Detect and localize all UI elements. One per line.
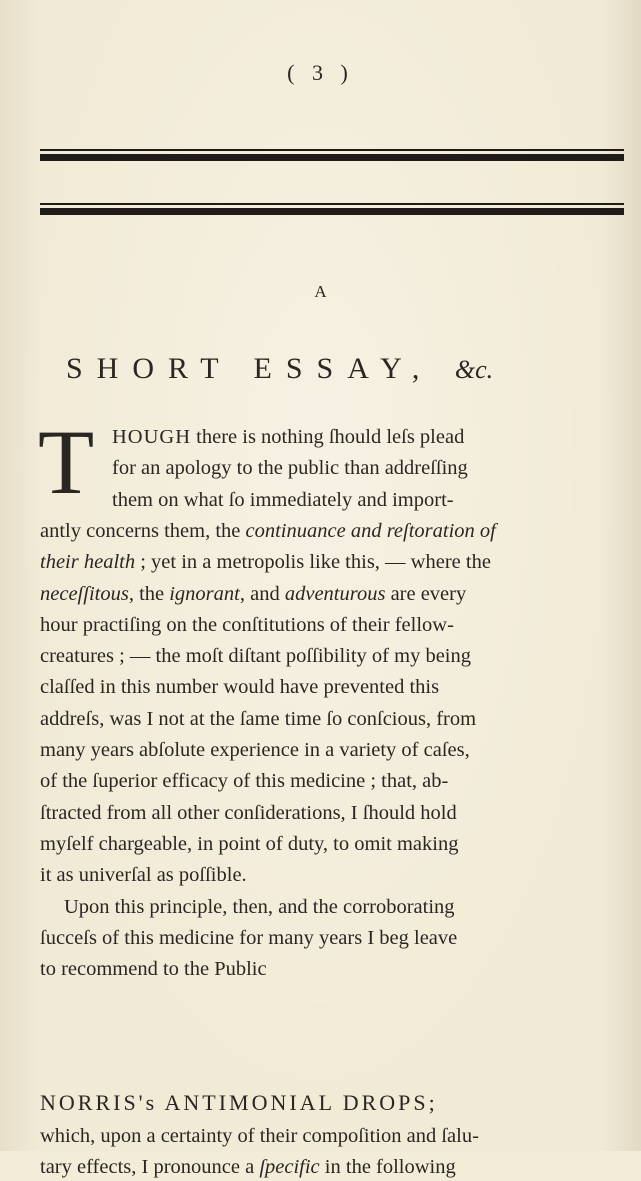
text-line [40, 1122, 626, 1150]
text-line [40, 830, 626, 858]
medicine-name: NORRIS's ANTIMONIAL DROPS; [40, 1090, 438, 1115]
text-line [40, 517, 626, 545]
italic-phrase: their health [40, 551, 136, 574]
text-segment: Upon this principle, then, and the corroborating [64, 895, 455, 918]
text-line [112, 454, 626, 482]
text-segment: there is nothing ſhould leſs plead [191, 426, 465, 448]
text-line [40, 1153, 626, 1181]
text-segment: ſtracted from all other conſiderations, I ſhould hold [40, 801, 457, 824]
text-segment: creatures ; — the moſt diſtant poſſibility of my being [40, 645, 471, 668]
text-segment: myſelf chargeable, in point of duty, to omit making [40, 832, 459, 855]
text-segment: hour practiſing on the conſtitutions of their fellow- [40, 613, 454, 636]
text-line [40, 611, 626, 639]
essay-title-text: SHORT ESSAY, [66, 352, 434, 385]
text-segment: many years abſolute experience in a variety of caſes, [40, 739, 470, 761]
ornamental-rule-top-thin [40, 149, 624, 151]
page-number: ( 3 ) [287, 60, 354, 85]
text-line [112, 423, 626, 451]
text-segment: claſſed in this number would have prevented this [40, 676, 440, 699]
text-line [40, 955, 626, 983]
text-line [40, 705, 626, 733]
text-segment: of the ſuperior efficacy of this medicine ; that, ab- [40, 770, 449, 793]
text-segment: antly concerns them, the [40, 519, 246, 542]
essay-title [66, 352, 626, 386]
text-line [40, 580, 626, 608]
text-segment: for an apology to the public than addreſſing [112, 457, 468, 480]
text-line [40, 548, 626, 576]
text-segment: HOUGH [112, 426, 192, 448]
text-line [40, 767, 626, 795]
text-line [40, 642, 626, 670]
essay-title-etc: &c. [454, 355, 494, 384]
ornamental-rule-bottom-thin [40, 203, 624, 205]
text-line [40, 861, 626, 889]
italic-phrase: continuance and reſtoration of [245, 519, 496, 542]
text-line [40, 924, 626, 952]
text-segment: them on what ſo immediately and import- [112, 488, 454, 511]
italic-phrase: ſpecific [259, 1156, 320, 1178]
text-segment: ; yet in a metropolis like this, — where the [135, 551, 491, 574]
drop-cap: T [38, 411, 95, 513]
text-segment: ſucceſs of this medicine for many years I beg leave [40, 926, 458, 949]
text-line [40, 673, 626, 701]
text-segment: in the following [319, 1156, 456, 1178]
text-line [40, 736, 626, 764]
text-segment: it as univerſal as poſſible. [40, 864, 247, 887]
italic-phrase: neceſſitous [40, 582, 129, 605]
text-line [112, 486, 626, 514]
pre-title: A [314, 282, 327, 301]
text-segment: , the [128, 582, 170, 605]
ornamental-rule-top-thick [40, 154, 624, 161]
text-segment: which, upon a certainty of their compoſition and ſalu- [40, 1125, 479, 1147]
text-segment: are every [385, 582, 467, 605]
italic-phrase: ignorant [169, 582, 240, 605]
italic-phrase: adventurous [284, 582, 386, 605]
text-line [40, 799, 626, 827]
ornamental-rule-bottom-thick [40, 208, 624, 215]
text-segment: , and [239, 582, 285, 605]
text-segment: tary effects, I pronounce a [40, 1156, 260, 1178]
text-segment: to recommend to the Public [40, 958, 267, 981]
text-line [64, 893, 626, 921]
text-segment: addreſs, was I not at the ſame time ſo conſcious, from [40, 707, 477, 730]
